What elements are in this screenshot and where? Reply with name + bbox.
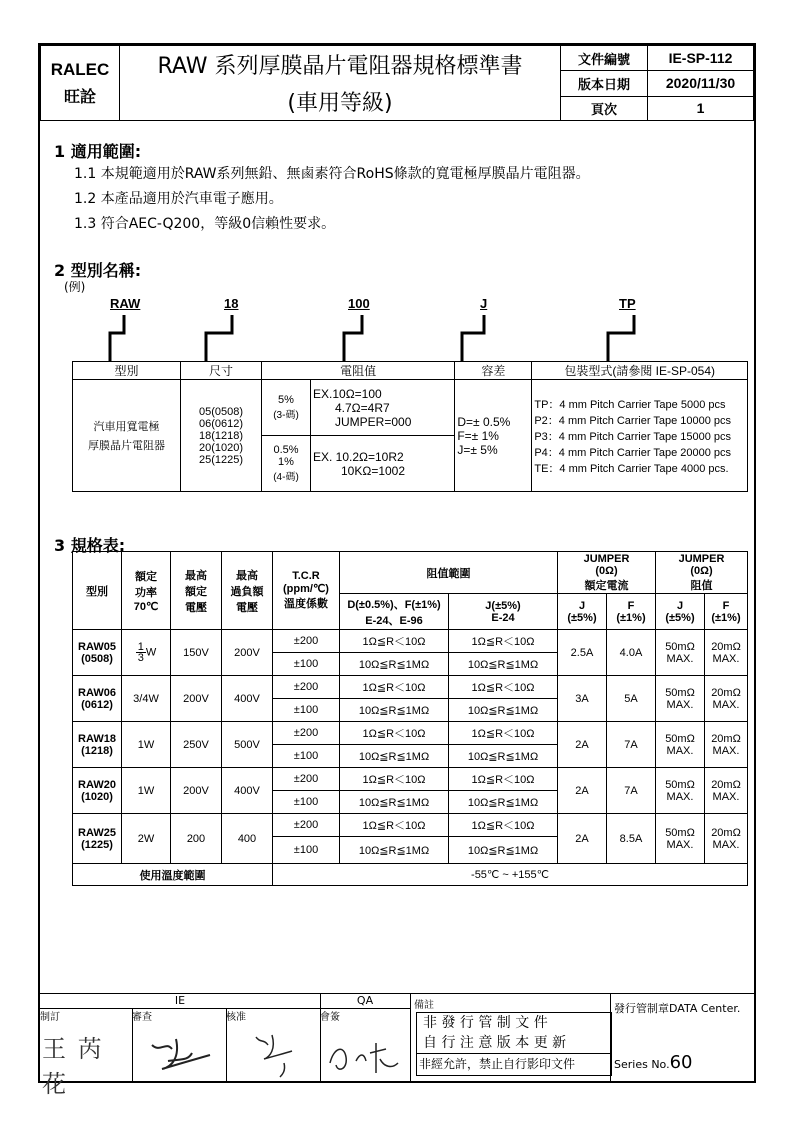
spec-row — [73, 768, 748, 791]
series-no — [614, 1052, 693, 1073]
row1-jcj: 3A — [558, 676, 607, 722]
footer-remark: 備註 — [414, 1000, 434, 1011]
row3-jrf-0: 20mΩ — [711, 778, 741, 791]
row0-jrj — [656, 630, 705, 676]
row4-jcf: 8.5A — [607, 814, 656, 864]
version-label: 版本日期 — [561, 71, 648, 96]
sh-df-0: D(±0.5%)、F(±1%) — [347, 598, 441, 611]
row3-tcr-0: ±200 — [273, 768, 340, 791]
row1-rdf-0: 1Ω≦R＜10Ω — [340, 676, 449, 699]
row3-rj-0: 1Ω≦R＜10Ω — [449, 768, 558, 791]
footer-made: 制訂 — [40, 1012, 60, 1023]
row4-rdf-1: 10Ω≦R≦1MΩ — [340, 837, 449, 864]
footer-review-cell — [132, 1008, 227, 1082]
row4-tcr-0: ±200 — [273, 814, 340, 837]
row0-type-0: RAW05 — [78, 640, 116, 653]
row0-rj-1: 10Ω≦R≦1MΩ — [449, 653, 558, 676]
th-resistance: 電阻值 — [262, 362, 455, 380]
row0-power — [122, 630, 171, 676]
temp-range-label: 使用溫度範圍 — [73, 864, 273, 886]
footer-approve: 核准 — [226, 1012, 246, 1023]
row1-jrf — [705, 676, 748, 722]
section1-line-1: 1.1 本規範適用於RAW系列無鉛、無鹵素符合RoHS條款的寬電極厚膜晶片電阻器。 — [74, 166, 590, 182]
res-5pct-cell — [262, 380, 311, 436]
code-connector-lines — [40, 313, 754, 363]
pkg-4: TE：4 mm Pitch Carrier Tape 4000 pcs. — [534, 462, 729, 475]
sh-jc-0: JUMPER — [583, 552, 630, 565]
tolerance-list-cell — [455, 380, 532, 492]
pkg-0: TP：4 mm Pitch Carrier Tape 5000 pcs — [534, 398, 726, 411]
notice-1: 自 行 注 意 版 本 更 新 — [423, 1035, 567, 1051]
row0-type — [73, 630, 122, 676]
section1-line-2: 1.2 本產品適用於汽車電子應用。 — [74, 191, 283, 207]
row2-tcr-0: ±200 — [273, 722, 340, 745]
row1-jrf-1: MAX. — [712, 698, 740, 711]
type-desc-cell — [73, 380, 181, 492]
sh-ovl-2: 電壓 — [236, 601, 258, 614]
section1-heading — [54, 139, 141, 162]
row4-ovl: 400 — [222, 814, 273, 864]
row1-maxv: 200V — [171, 676, 222, 722]
sh-jc-2: 額定電流 — [584, 579, 629, 592]
tol-0: D=± 0.5% — [457, 414, 511, 429]
row1-power: 3/4W — [122, 676, 171, 722]
sh-jc-j-1: (±5%) — [567, 611, 597, 624]
pkg-1: P2：4 mm Pitch Carrier Tape 10000 pcs — [534, 414, 732, 427]
tol-2: J=± 5% — [457, 442, 498, 457]
row0-jcj: 2.5A — [558, 630, 607, 676]
code-resistance: 100 — [348, 296, 370, 311]
row4-jrj-1: MAX. — [666, 838, 694, 851]
spec-row — [73, 722, 748, 745]
footer-divider — [610, 994, 611, 1082]
row2-jrj-0: 50mΩ — [665, 732, 695, 745]
row1-type — [73, 676, 122, 722]
row3-power: 1W — [122, 768, 171, 814]
row3-jrj-0: 50mΩ — [665, 778, 695, 791]
size-4: 25(1225) — [198, 453, 244, 466]
size-1: 06(0612) — [198, 417, 244, 430]
row0-jrj-0: 50mΩ — [665, 640, 695, 653]
res-example-1 — [311, 380, 455, 436]
series-value: 60 — [669, 1052, 693, 1073]
sh-jr-j — [656, 594, 705, 630]
row1-tcr-1: ±100 — [273, 699, 340, 722]
sh-jr-0: JUMPER — [678, 552, 725, 565]
th-size: 尺寸 — [181, 362, 262, 380]
signature-approve-icon — [226, 1023, 316, 1081]
signature-review-icon — [132, 1023, 222, 1081]
spec-table — [72, 551, 748, 886]
row2-jrj — [656, 722, 705, 768]
row1-rj-0: 1Ω≦R＜10Ω — [449, 676, 558, 699]
pkg-3: P4：4 mm Pitch Carrier Tape 20000 pcs — [534, 446, 732, 459]
res-1pct-cell — [262, 436, 311, 492]
doc-no: IE-SP-112 — [648, 46, 754, 71]
power-fraction — [136, 642, 146, 663]
pkg-2: P3：4 mm Pitch Carrier Tape 15000 pcs — [534, 430, 732, 443]
section2-title: 型別名稱: — [70, 261, 142, 280]
sh-rj-0: J(±5%) — [485, 599, 521, 612]
signature-made: 王 芮 花 — [42, 1035, 104, 1098]
row4-jrf-1: MAX. — [712, 838, 740, 851]
row2-jcj: 2A — [558, 722, 607, 768]
row1-jrj-1: MAX. — [666, 698, 694, 711]
size-0: 05(0508) — [198, 405, 244, 418]
sh-maxv-2: 電壓 — [185, 601, 207, 614]
sh-jr-f — [705, 594, 748, 630]
row0-rdf-0: 1Ω≦R＜10Ω — [340, 630, 449, 653]
row3-type-1: (1020) — [81, 790, 113, 803]
res-ex1-0: EX.10Ω=100 — [313, 386, 382, 401]
res-05pct: 0.5% — [273, 444, 299, 456]
tol-1: F=± 1% — [457, 428, 499, 443]
row1-rj-1: 10Ω≦R≦1MΩ — [449, 699, 558, 722]
row3-jcj: 2A — [558, 768, 607, 814]
row1-ovl: 400V — [222, 676, 273, 722]
row1-jrj — [656, 676, 705, 722]
sh-jc-f-0: F — [627, 599, 635, 612]
row2-rdf-1: 10Ω≦R≦1MΩ — [340, 745, 449, 768]
code-tolerance: J — [480, 296, 488, 311]
row2-type — [73, 722, 122, 768]
sh-jc-f — [607, 594, 656, 630]
row4-maxv: 200 — [171, 814, 222, 864]
document-frame — [38, 43, 756, 1098]
footer-stamp: 發行管制章DATA Center. — [614, 1002, 741, 1015]
sh-maxv — [171, 552, 222, 630]
res-1pct: 1% — [278, 456, 294, 468]
section1-title: 適用範圍: — [70, 142, 142, 161]
row0-type-1: (0508) — [81, 652, 113, 665]
sh-range-df — [340, 594, 449, 630]
row4-type-0: RAW25 — [78, 826, 116, 839]
row1-tcr-0: ±200 — [273, 676, 340, 699]
row2-ovl: 500V — [222, 722, 273, 768]
res-example-2 — [311, 436, 455, 492]
sh-jr-j-0: J — [676, 599, 684, 612]
sh-power — [122, 552, 171, 630]
sh-power-1: 功率 — [135, 587, 157, 599]
power-unit: W — [145, 646, 157, 659]
row3-jrf — [705, 768, 748, 814]
footer — [40, 993, 754, 1098]
th-tolerance: 容差 — [455, 362, 532, 380]
row0-jrf-0: 20mΩ — [711, 640, 741, 653]
signature-sign-icon — [320, 1023, 408, 1081]
notice-2: 非經允許，禁止自行影印文件 — [417, 1053, 611, 1074]
row0-ovl: 200V — [222, 630, 273, 676]
company-en: RALEC — [50, 59, 110, 79]
row4-type-1: (1225) — [81, 838, 113, 851]
code-size: 18 — [224, 296, 239, 311]
size-3: 20(1020) — [198, 441, 244, 454]
code-type: RAW — [110, 296, 141, 311]
size-list-cell — [181, 380, 262, 492]
sh-jr-2: 阻值 — [690, 579, 713, 592]
packaging-list-cell — [532, 380, 748, 492]
spec-row — [73, 814, 748, 837]
type-desc-2: 厚膜晶片電阻器 — [88, 440, 165, 452]
row1-jrj-0: 50mΩ — [665, 686, 695, 699]
th-type: 型別 — [73, 362, 181, 380]
row2-rj-0: 1Ω≦R＜10Ω — [449, 722, 558, 745]
row4-rj-1: 10Ω≦R≦1MΩ — [449, 837, 558, 864]
res-4code: (4-碼) — [273, 472, 299, 483]
row1-jrf-0: 20mΩ — [711, 686, 741, 699]
power-num: 1 — [137, 641, 144, 653]
sh-power-0: 額定 — [135, 571, 157, 583]
th-packaging: 包裝型式(請參閱 IE-SP-054) — [532, 362, 748, 380]
res-ex2-0: EX. 10.2Ω=10R2 — [313, 449, 404, 464]
page-label: 頁次 — [561, 96, 648, 120]
doc-no-label: 文件編號 — [561, 46, 648, 71]
footer-sign: 會簽 — [320, 1012, 340, 1023]
res-3code: (3-碼) — [273, 410, 299, 421]
row0-jrf-1: MAX. — [712, 652, 740, 665]
row3-jcf: 7A — [607, 768, 656, 814]
row0-jcf: 4.0A — [607, 630, 656, 676]
footer-sign-cell — [320, 1008, 411, 1082]
row3-type-0: RAW20 — [78, 778, 116, 791]
code-packaging: TP — [619, 296, 636, 311]
section3-title: 規格表: — [70, 536, 126, 555]
row2-rj-1: 10Ω≦R≦1MΩ — [449, 745, 558, 768]
row4-jcj: 2A — [558, 814, 607, 864]
section2-example: (例) — [64, 280, 86, 294]
row2-jrf-0: 20mΩ — [711, 732, 741, 745]
row2-type-0: RAW18 — [78, 732, 116, 745]
document-header — [40, 45, 754, 121]
power-den: 3 — [137, 652, 144, 664]
section3-num: 3 — [54, 536, 66, 555]
sh-range-j — [449, 594, 558, 630]
sh-tcr — [273, 552, 340, 630]
row4-jrj-0: 50mΩ — [665, 826, 695, 839]
temp-range-value: -55℃ ~ +155℃ — [273, 864, 748, 886]
footer-made-cell — [40, 1008, 133, 1098]
size-2: 18(1218) — [198, 429, 244, 442]
row0-tcr-1: ±100 — [273, 653, 340, 676]
sh-overload — [222, 552, 273, 630]
footer-qa: QA — [320, 994, 411, 1009]
row1-type-0: RAW06 — [78, 686, 116, 699]
series-label: Series No. — [614, 1058, 670, 1071]
row2-jcf: 7A — [607, 722, 656, 768]
version-date: 2020/11/30 — [648, 71, 754, 96]
section1-line-3: 1.3 符合AEC-Q200，等級0信賴性要求。 — [74, 216, 336, 232]
sh-df-1: E-24、E-96 — [365, 614, 423, 627]
row3-jrj — [656, 768, 705, 814]
sh-ovl-0: 最高 — [236, 569, 258, 582]
row3-jrf-1: MAX. — [712, 790, 740, 803]
sh-jr-f-1: (±1%) — [711, 611, 741, 624]
row4-jrf-0: 20mΩ — [711, 826, 741, 839]
row1-rdf-1: 10Ω≦R≦1MΩ — [340, 699, 449, 722]
res-ex1-1: 4.7Ω=4R7 — [335, 400, 390, 415]
row3-jrj-1: MAX. — [666, 790, 694, 803]
sh-jc-1: (0Ω) — [595, 564, 618, 577]
sh-jumper-cur — [558, 552, 656, 594]
row0-jrf — [705, 630, 748, 676]
title-cell — [120, 46, 561, 121]
row2-jrf-1: MAX. — [712, 744, 740, 757]
sh-range: 阻值範圍 — [340, 552, 558, 594]
row1-jcf: 5A — [607, 676, 656, 722]
notice-box — [416, 1012, 612, 1076]
footer-ie: IE — [40, 994, 321, 1009]
row4-jrf — [705, 814, 748, 864]
row2-tcr-1: ±100 — [273, 745, 340, 768]
row1-type-1: (0612) — [81, 698, 113, 711]
sh-jumper-res — [656, 552, 748, 594]
footer-approve-cell — [226, 1008, 321, 1082]
row3-ovl: 400V — [222, 768, 273, 814]
row0-maxv: 150V — [171, 630, 222, 676]
sh-jc-f-1: (±1%) — [616, 611, 646, 624]
sh-tcr-1: (ppm/℃) — [283, 583, 329, 595]
row2-jrf — [705, 722, 748, 768]
row2-jrj-1: MAX. — [666, 744, 694, 757]
sh-maxv-0: 最高 — [185, 569, 207, 582]
row4-power: 2W — [122, 814, 171, 864]
res-ex1-2: JUMPER=000 — [335, 414, 412, 429]
sh-tcr-0: T.C.R — [292, 570, 320, 582]
row3-rdf-0: 1Ω≦R＜10Ω — [340, 768, 449, 791]
row4-rj-0: 1Ω≦R＜10Ω — [449, 814, 558, 837]
row4-tcr-1: ±100 — [273, 837, 340, 864]
row2-type-1: (1218) — [81, 744, 113, 757]
res-5pct: 5% — [278, 394, 294, 406]
row3-rdf-1: 10Ω≦R≦1MΩ — [340, 791, 449, 814]
doc-subtitle: (車用等級) — [287, 91, 393, 116]
row2-rdf-0: 1Ω≦R＜10Ω — [340, 722, 449, 745]
sh-jc-j — [558, 594, 607, 630]
row3-maxv: 200V — [171, 768, 222, 814]
row0-jrj-1: MAX. — [666, 652, 694, 665]
row4-type — [73, 814, 122, 864]
row4-rdf-0: 1Ω≦R＜10Ω — [340, 814, 449, 837]
row3-tcr-1: ±100 — [273, 791, 340, 814]
row3-type — [73, 768, 122, 814]
sh-jr-1: (0Ω) — [690, 564, 713, 577]
sh-jc-j-0: J — [578, 599, 586, 612]
sh-ovl-1: 過負額 — [230, 585, 264, 598]
row0-rj-0: 1Ω≦R＜10Ω — [449, 630, 558, 653]
sh-jr-f-0: F — [722, 599, 730, 612]
spec-row — [73, 676, 748, 699]
row2-maxv: 250V — [171, 722, 222, 768]
row3-rj-1: 10Ω≦R≦1MΩ — [449, 791, 558, 814]
spec-row — [73, 630, 748, 653]
footer-review: 審查 — [132, 1012, 152, 1023]
doc-title: RAW 系列厚膜晶片電阻器規格標準書 — [157, 54, 523, 79]
type-designation-table — [72, 361, 748, 492]
notice-0: 非 發 行 管 制 文 件 — [423, 1015, 548, 1031]
row0-rdf-1: 10Ω≦R≦1MΩ — [340, 653, 449, 676]
type-desc-1: 汽車用寬電極 — [93, 421, 160, 433]
sh-power-2: 70℃ — [133, 601, 159, 613]
company-zh: 旺詮 — [63, 86, 96, 106]
section1-num: 1 — [54, 142, 66, 161]
sh-type: 型別 — [73, 552, 122, 630]
section2-num: 2 — [54, 261, 66, 280]
row2-power: 1W — [122, 722, 171, 768]
sh-tcr-2: 溫度係數 — [284, 598, 328, 610]
row4-jrj — [656, 814, 705, 864]
sh-maxv-1: 額定 — [185, 585, 207, 598]
page-number: 1 — [648, 96, 754, 120]
company-cell — [41, 46, 120, 121]
sh-jr-j-1: (±5%) — [665, 611, 695, 624]
sh-rj-1: E-24 — [491, 611, 515, 624]
res-ex2-1: 10KΩ=1002 — [341, 463, 406, 478]
row0-tcr-0: ±200 — [273, 630, 340, 653]
